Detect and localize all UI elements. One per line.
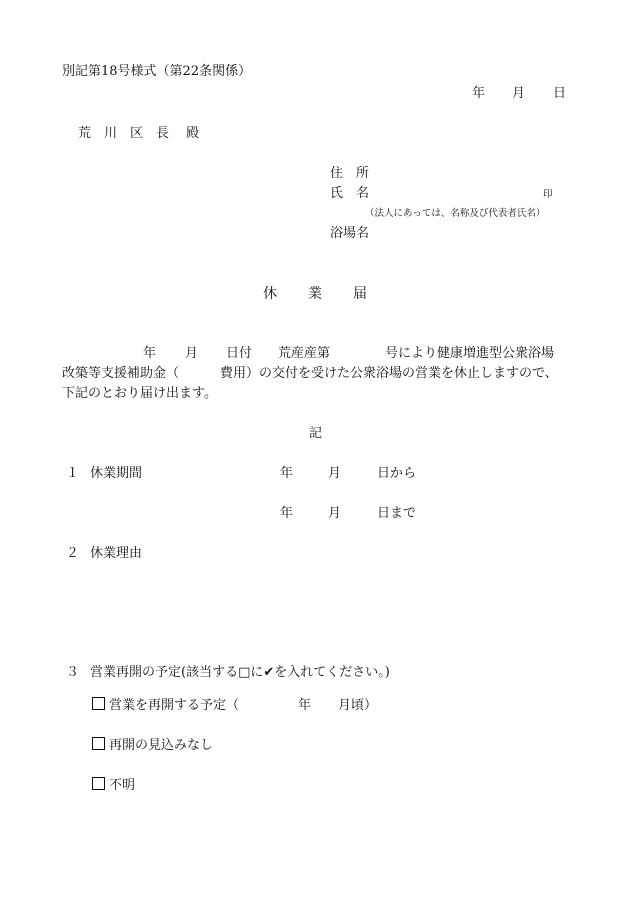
date-day-label: 日 — [553, 86, 567, 101]
option-unknown-label: 不明 — [109, 778, 136, 793]
item3-label: 営業再開の予定(該当する□に✔を入れてください。) — [90, 665, 390, 680]
body-month: 月 — [185, 346, 199, 361]
checkbox-unknown[interactable] — [92, 777, 105, 790]
item1-from-month: 月 — [328, 466, 342, 481]
option-no-prospect-label: 再開の見込みなし — [109, 738, 214, 753]
document-title: 休 業 届 — [263, 286, 368, 302]
item3-number: ３ — [66, 665, 80, 680]
option-reopen-month: 月頃） — [338, 698, 378, 713]
item1-to-month: 月 — [328, 506, 342, 521]
item1-to-day: 日まで — [377, 506, 417, 521]
item1-from-day: 日から — [377, 466, 417, 481]
checkbox-no-prospect[interactable] — [92, 737, 105, 750]
item1-from-year: 年 — [280, 466, 294, 481]
item2-number: ２ — [66, 546, 80, 561]
seal-mark: 印 — [543, 189, 553, 200]
body-year: 年 — [143, 346, 157, 361]
corporate-note: （法人にあっては、名称及び代表者氏名） — [365, 208, 546, 219]
name-label: 氏 名 — [330, 186, 370, 201]
item2-label: 休業理由 — [90, 546, 143, 561]
address-label: 住 所 — [330, 166, 370, 181]
item1-label: 休業期間 — [90, 466, 143, 481]
item1-to-year: 年 — [280, 506, 294, 521]
form-reference: 別記第18号様式（第22条関係） — [62, 64, 252, 79]
option-reopen-year: 年 — [298, 698, 312, 713]
body-doc-number-prefix: 荒産産第 — [278, 346, 331, 361]
bathhouse-name-label: 浴場名 — [330, 226, 370, 241]
checkbox-reopen[interactable] — [92, 697, 105, 710]
option-reopen-label: 営業を再開する予定（ — [109, 698, 240, 713]
date-month-label: 月 — [512, 86, 526, 101]
body-line2-part-b: 費用）の交付を受けた公衆浴場の営業を休止しますので、 — [220, 366, 558, 381]
item1-number: １ — [66, 466, 80, 481]
addressee: 荒 川 区 長 殿 — [78, 126, 200, 141]
body-day-dated: 日付 — [226, 346, 253, 361]
body-line1-rest: 号により健康増進型公衆浴場 — [385, 346, 555, 361]
body-line3: 下記のとおり届け出ます。 — [62, 386, 217, 401]
body-line2-part-a: 改築等支援補助金（ — [62, 366, 180, 381]
date-year-label: 年 — [472, 86, 486, 101]
ki-heading: 記 — [309, 426, 323, 441]
